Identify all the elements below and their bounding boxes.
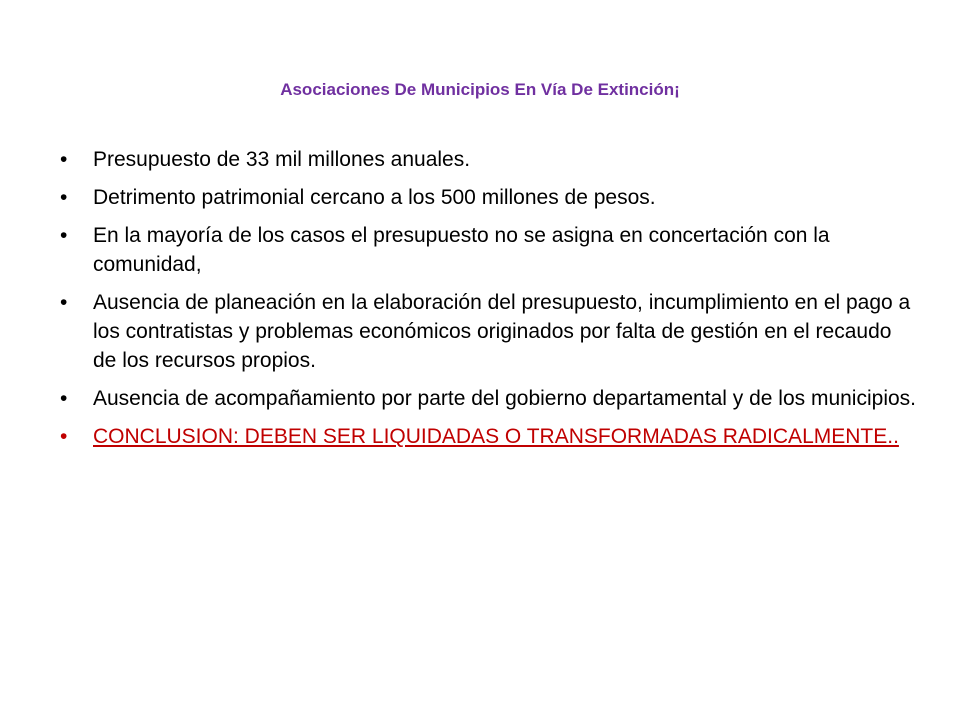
bullet-icon: • (60, 387, 68, 410)
bullet-item-detriment (60, 183, 920, 212)
bullet-icon: • (60, 291, 68, 314)
bullet-text: Ausencia de planeación en la elaboración del presupuesto, incumplimiento en el pago a los contratistas y problemas económicos originados por falta de gestión en el recaudo de los recursos propios. (93, 291, 911, 372)
bullet-item-support (60, 384, 920, 413)
bullet-item-budget (60, 145, 920, 174)
bullet-text: En la mayoría de los casos el presupuesto no se asigna en concertación con la comunidad, (93, 224, 830, 276)
bullet-text: Detrimento patrimonial cercano a los 500 millones de pesos. (93, 186, 656, 209)
bullet-item-concertation (60, 221, 920, 279)
bullet-text: Ausencia de acompañamiento por parte del gobierno departamental y de los municipios. (93, 387, 916, 410)
conclusion-text: CONCLUSION: DEBEN SER LIQUIDADAS O TRANSFORMADAS RADICALMENTE.. (93, 425, 899, 448)
bullet-icon: • (60, 148, 68, 171)
slide-title: Asociaciones De Municipios En Vía De Extinción¡ (280, 80, 680, 99)
bullet-list (60, 145, 920, 460)
bullet-icon: • (60, 186, 68, 209)
bullet-item-conclusion (60, 422, 920, 451)
bullet-icon: • (60, 224, 68, 247)
bullet-text: Presupuesto de 33 mil millones anuales. (93, 148, 471, 171)
bullet-item-planning (60, 288, 920, 375)
bullet-icon: • (60, 425, 68, 448)
